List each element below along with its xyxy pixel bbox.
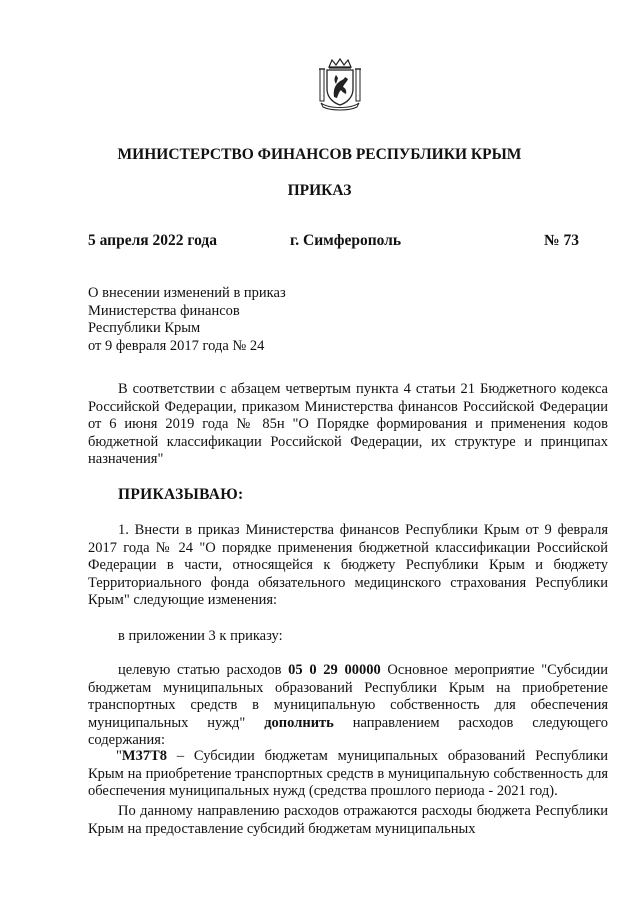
preamble-paragraph: В соответствии с абзацем четвертым пункта 4 статьи 21 Бюджетного кодекса Российской Федерации, приказом Министерства финансов Российской Федерации от 6 июня 2019 года № 85н "О Порядке формирования и применения кодов бюджетной классификации Российской Федерации, их структуре и принципах назначения" <box>88 381 608 467</box>
item-1-paragraph: 1. Внести в приказ Министерства финансов Республики Крым от 9 февраля 2017 года № 24 "О порядке применения бюджетной классификации Российской Федерации в части, относящейся к бюджету Республики Крым и бюджету Территориального фонда обязательного медицинского страхования Республики Крым" следующие изменения: <box>88 522 608 608</box>
subject-line: Республики Крым <box>88 320 201 336</box>
document-type: ПРИКАЗ <box>287 182 352 199</box>
order-date: 5 апреля 2022 года <box>88 232 217 249</box>
ministry-title: МИНИСТЕРСТВО ФИНАНСОВ РЕСПУБЛИКИ КРЫМ <box>117 146 522 163</box>
target-article-action: дополнить <box>264 714 334 731</box>
new-direction-paragraph <box>88 748 608 801</box>
final-paragraph: По данному направлению расходов отражаются расходы бюджета Республики Крым на предоставление субсидий бюджетам муниципальных <box>88 803 608 837</box>
subject-line: от 9 февраля 2017 года № 24 <box>88 337 265 354</box>
target-article-code: 05 0 29 00000 <box>288 662 381 678</box>
order-city: г. Симферополь <box>290 232 402 249</box>
order-number: № 73 <box>544 232 579 249</box>
order-directive-word: ПРИКАЗЫВАЮ: <box>118 486 244 503</box>
new-direction-text: – Субсидии бюджетам муниципальных образований Республики Крым на приобретение транспортных средств в муниципальную собственность для обеспечения муниципальных нужд (средства прошлого периода - 2021 год). <box>88 748 608 799</box>
new-direction-open-quote: " <box>116 748 122 764</box>
target-article-paragraph <box>88 662 608 750</box>
subject-line: Министерства финансов <box>88 302 240 319</box>
target-article-prefix: целевую статью расходов <box>118 662 282 678</box>
target-article-text: Основное мероприятие "Субсидии бюджетам муниципальных образований Республики Крым на приобретение транспортных средств в муниципальную собственность для обеспечения муниципальных нужд" <box>88 662 609 731</box>
order-subject <box>88 285 286 355</box>
crimea-coat-of-arms-emblem <box>317 57 363 111</box>
appendix-reference: в приложении 3 к приказу: <box>118 628 283 644</box>
new-direction-code: М37Т8 <box>121 748 168 764</box>
target-article-suffix: направлением расходов следующего содержания: <box>88 714 609 748</box>
subject-line: О внесении изменений в приказ <box>88 285 286 301</box>
